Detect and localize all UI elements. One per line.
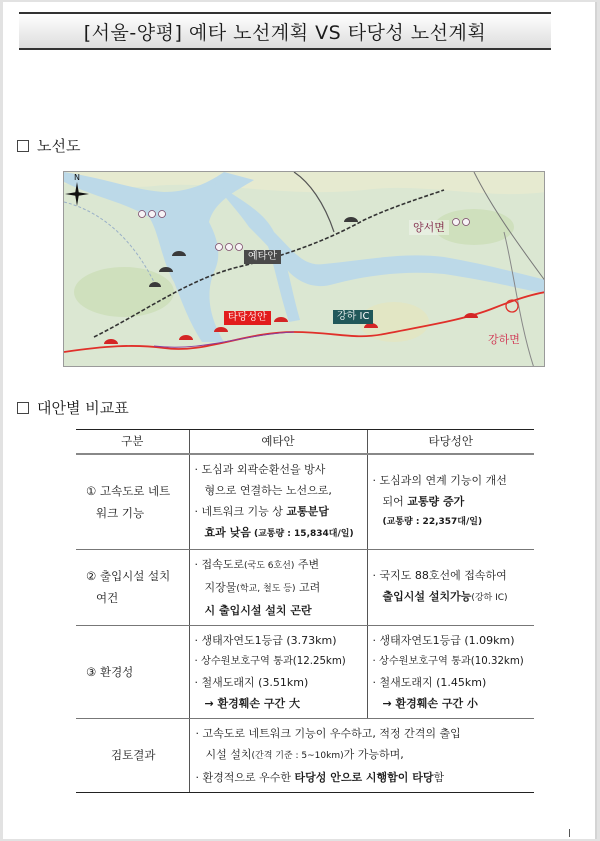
cell-line: · 생태자연도1등급 (1.09km)	[372, 633, 515, 647]
cell-line: · 상수원보호구역 통과(10.32km)	[372, 655, 524, 667]
cell-line: 시 출입시설 설치 곤란	[204, 603, 312, 617]
cell-text: · 접속도로	[194, 557, 244, 571]
map-label-yeta: 예타안	[244, 250, 281, 264]
cell-line: → 환경훼손 구간 小	[382, 696, 478, 710]
cell-line	[373, 586, 529, 609]
row-category	[76, 454, 189, 550]
row-category	[76, 549, 189, 625]
table-row	[76, 454, 534, 550]
section-heading-comparison	[17, 397, 129, 418]
cell-line	[195, 554, 361, 577]
pin-marker	[463, 219, 470, 226]
compass-cross	[65, 192, 89, 196]
document-page	[3, 2, 597, 839]
cell-line	[196, 744, 525, 767]
map-label-tadang: 타당성안	[224, 311, 271, 325]
map-forest	[74, 267, 174, 317]
map-label-gangha: 강하면	[488, 333, 520, 346]
traffic-volume: (교통량 : 15,834대/일)	[250, 528, 354, 539]
cell-line: · 철새도래지 (3.51km)	[194, 675, 309, 689]
cell-line: 형으로 연결하는 노선으로,	[204, 483, 332, 497]
cell-line: → 환경훼손 구간 大	[204, 696, 300, 710]
cell-text: 주변	[294, 557, 320, 571]
pin-marker	[453, 219, 460, 226]
yeta-cell	[189, 549, 367, 625]
comparison-table	[76, 429, 534, 793]
cell-text-small: (학교, 철도 등)	[236, 583, 296, 594]
cell-text-bold: 타당성 안으로 시행함이 타당	[294, 770, 434, 784]
cell-text-small: (강하 IC)	[471, 593, 508, 603]
cell-text: 지장물	[204, 580, 237, 594]
title-banner	[19, 12, 551, 50]
cell-line: · 철새도래지 (1.45km)	[372, 675, 487, 689]
cell-text: 함	[433, 770, 445, 784]
cell-line	[196, 767, 525, 788]
cell-line	[373, 491, 529, 512]
header-yeta: 예타안	[189, 430, 367, 454]
pin-marker	[216, 244, 223, 251]
tadang-cell	[367, 549, 534, 625]
cell-line	[195, 522, 361, 545]
section-title: 대안별 비교표	[37, 399, 129, 417]
category-line: 여건	[96, 591, 119, 605]
compass-icon	[64, 172, 90, 208]
cell-text: 가 가능하며,	[343, 747, 404, 761]
cell-text: 고려	[295, 580, 321, 594]
map-label-yangseo: 양서면	[409, 220, 449, 235]
table-header-row	[76, 430, 534, 454]
cell-line: · 고속도로 네트워크 기능이 우수하고, 적정 간격의 출입	[195, 726, 461, 740]
pin-marker	[139, 211, 146, 218]
cell-text-small: (간격 기준 : 5~10km)	[251, 750, 344, 761]
tadang-cell	[367, 454, 534, 550]
table-row	[76, 625, 534, 718]
cell-line: · 상수원보호구역 통과(12.25km)	[194, 655, 346, 667]
page-edge-mark	[569, 829, 570, 837]
cell-line: · 도심과 외곽순환선을 방사	[194, 462, 326, 476]
cell-line: · 도심과의 연계 기능이 개선	[372, 474, 507, 487]
review-result-cell	[189, 718, 534, 792]
map-label-gangha-ic: 강하 IC	[333, 310, 373, 324]
header-tadang: 타당성안	[367, 430, 534, 454]
traffic-volume: (교통량 : 22,357대/일)	[382, 517, 483, 527]
cell-text-small: (국도 6호선)	[244, 560, 295, 571]
cell-text: · 환경적으로 우수한	[195, 770, 295, 784]
category-line: 워크 기능	[96, 505, 145, 520]
pin-marker	[159, 211, 166, 218]
section-title: 노선도	[37, 137, 81, 155]
cell-line: · 생태자연도1등급 (3.73km)	[194, 633, 337, 647]
category-line: ② 출입시설 설치	[86, 569, 171, 583]
checkbox-square-icon	[17, 402, 29, 414]
header-category: 구분	[76, 430, 189, 454]
cell-line	[195, 501, 361, 522]
compass-label: N	[74, 173, 80, 182]
yeta-cell	[189, 454, 367, 550]
cell-text: 시설 설치	[205, 747, 252, 761]
cell-text-bold: 교통분담	[286, 504, 329, 518]
table-row	[76, 549, 534, 625]
pin-marker	[236, 244, 243, 251]
pin-marker	[226, 244, 233, 251]
route-map	[63, 171, 545, 367]
cell-text: · 네트워크 기능 상	[194, 504, 287, 518]
tadang-cell	[367, 625, 534, 718]
cell-text: 되어	[382, 495, 408, 508]
cell-line: · 국지도 88호선에 접속하여	[372, 569, 507, 582]
row-category: ③ 환경성	[76, 625, 189, 718]
yeta-cell	[189, 625, 367, 718]
cell-text-bold: 출입시설 설치가능	[382, 590, 472, 603]
category-line: ① 고속도로 네트	[86, 483, 171, 498]
row-category: 검토결과	[76, 718, 189, 792]
checkbox-square-icon	[17, 140, 29, 152]
cell-text-bold: 교통량 증가	[407, 495, 465, 508]
pin-marker	[149, 211, 156, 218]
cell-line	[195, 577, 361, 600]
document-title: [서울-양평] 예타 노선계획 VS 타당성 노선계획	[83, 21, 487, 44]
section-heading-route-map	[17, 135, 80, 156]
cell-text-bold: 효과 낮음	[204, 525, 251, 539]
map-graphic	[64, 172, 545, 367]
table-row	[76, 718, 534, 792]
